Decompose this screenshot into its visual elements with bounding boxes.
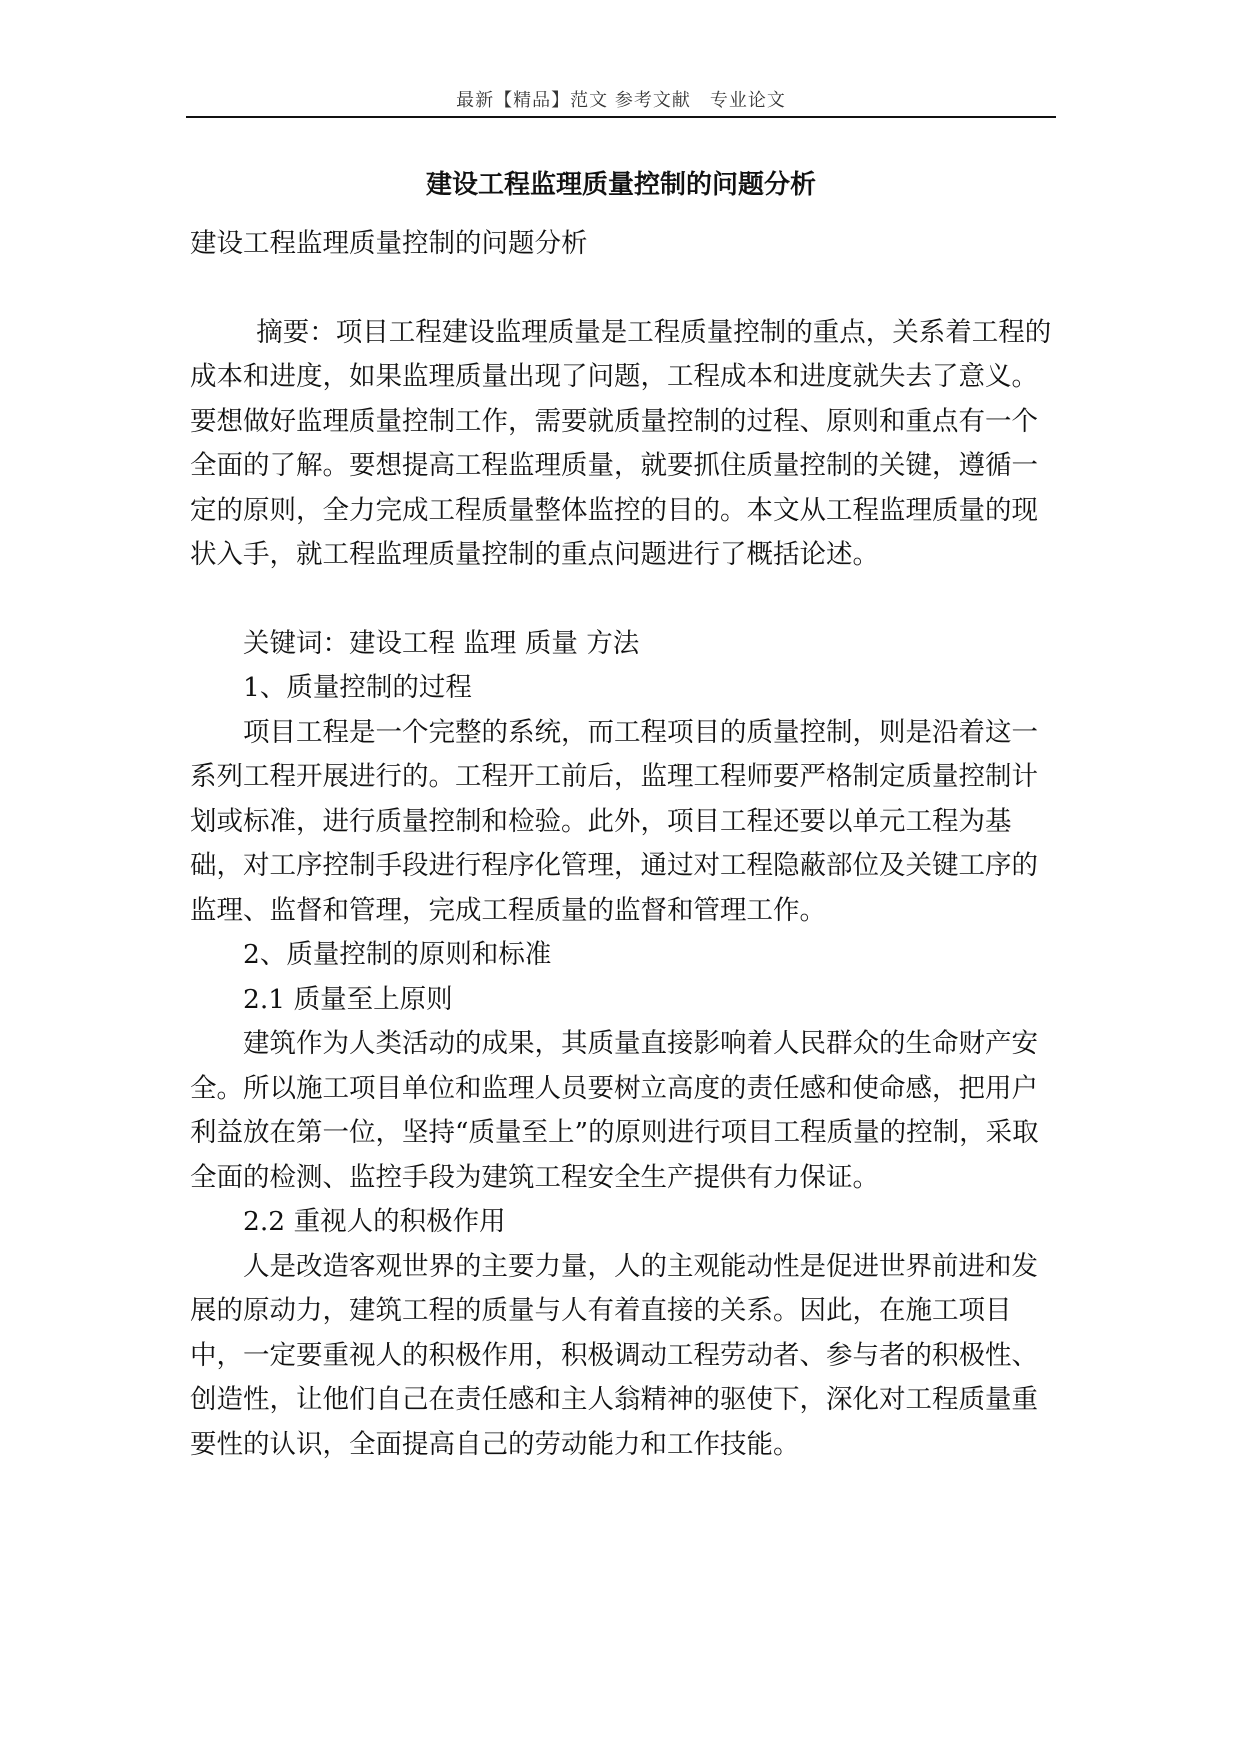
keywords-line: 关键词：建设工程 监理 质量 方法 <box>243 627 640 659</box>
abstract-paragraph: 摘要：项目工程建设监理质量是工程质量控制的重点，关系着工程的成本和进度，如果监理质量出现了问题，工程成本和进度就失去了意义。要想做好监理质量控制工作，需要就质量控制的过程、原则和重点有一个全面的了解。要想提高工程监理质量，就要抓住质量控制的关键，遵循一定的原则，全力完成工程质量整体监控的目的。本文从工程监理质量的现状入手，就工程监理质量控制的重点问题进行了概括论述。 <box>190 316 1052 570</box>
section-paragraph: 建筑作为人类活动的成果，其质量直接影响着人民群众的生命财产安全。所以施工项目单位和监理人员要树立高度的责任感和使命感，把用户利益放在第一位，坚持“质量至上”的原则进行项目工程质量的控制，采取全面的检测、监控手段为建筑工程安全生产提供有力保证。 <box>190 1028 1039 1193</box>
page-header: 最新【精品】范文 参考文献 专业论文 <box>456 90 786 111</box>
section-heading: 2、质量控制的原则和标准 <box>243 939 552 970</box>
section-heading: 1、质量控制的过程 <box>243 672 472 703</box>
document-body <box>190 222 1052 1467</box>
spacer <box>190 267 1052 311</box>
subsection-heading: 2.2 重视人的积极作用 <box>243 1206 506 1237</box>
header-divider <box>186 116 1056 118</box>
section-paragraph: 项目工程是一个完整的系统，而工程项目的质量控制，则是沿着这一系列工程开展进行的。工程开工前后，监理工程师要严格制定质量控制计划或标准，进行质量控制和检验。此外，项目工程还要以单元工程为基础，对工序控制手段进行程序化管理，通过对工程隐蔽部位及关键工序的监理、监督和管理，完成工程质量的监督和管理工作。 <box>190 716 1038 926</box>
spacer <box>190 578 1052 622</box>
subsection-heading: 2.1 质量至上原则 <box>243 983 453 1015</box>
document-title: 建设工程监理质量控制的问题分析 <box>425 170 816 200</box>
section-paragraph: 人是改造客观世界的主要力量，人的主观能动性是促进世界前进和发展的原动力，建筑工程的质量与人有着直接的关系。因此，在施工项目中，一定要重视人的积极作用，积极调动工程劳动者、参与者的积极性、创造性，让他们自己在责任感和主人翁精神的驱使下，深化对工程质量重要性的认识，全面提高自己的劳动能力和工作技能。 <box>190 1250 1038 1460</box>
document-subtitle: 建设工程监理质量控制的问题分析 <box>190 228 588 259</box>
